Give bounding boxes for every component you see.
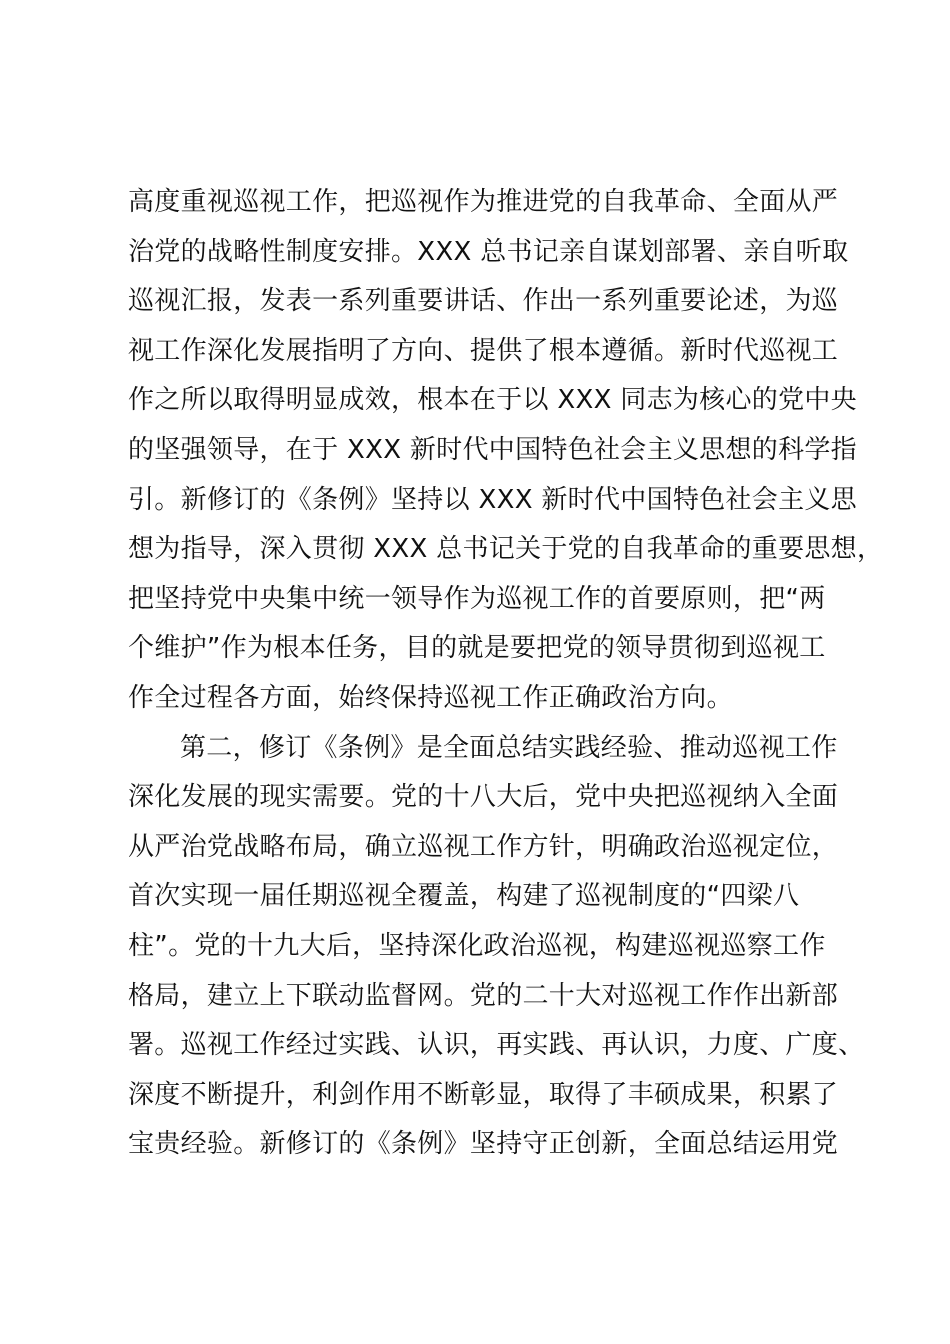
text-line: 第二，修订《条例》是全面总结实践经验、推动巡视工作: [180, 732, 838, 763]
paragraph-2: [128, 724, 865, 1170]
text-line: 高度重视巡视工作，把巡视作为推进党的自我革命、全面从严: [128, 187, 839, 217]
text-line: 巡视汇报，发表一系列重要讲话、作出一系列重要论述，为巡: [128, 286, 839, 317]
text-line: 格局，建立上下联动监督网。党的二十大对巡视工作作出新部: [128, 980, 839, 1011]
text-line: 从严治党战略布局，确立巡视工作方针，明确政治巡视定位，: [128, 831, 839, 862]
text-line: 引。新修订的《条例》坚持以 XXX 新时代中国特色社会主义思: [128, 484, 857, 515]
text-line: 宝贵经验。新修订的《条例》坚持守正创新，全面总结运用党: [128, 1129, 839, 1160]
text-line: 想为指导，深入贯彻 XXX 总书记关于党的自我革命的重要思想，: [128, 534, 884, 565]
text-line: 视工作深化发展指明了方向、提供了根本遵循。新时代巡视工: [128, 335, 839, 366]
body-text: [128, 178, 884, 1170]
text-line: 署。巡视工作经过实践、认识，再实践、再认识，力度、广度、: [128, 1030, 865, 1061]
text-line: 治党的战略性制度安排。XXX 总书记亲自谋划部署、亲自听取: [128, 236, 849, 267]
text-line: 深化发展的现实需要。党的十八大后，党中央把巡视纳入全面: [128, 782, 839, 813]
text-line: 首次实现一届任期巡视全覆盖，构建了巡视制度的“四梁八: [128, 881, 800, 912]
text-line: 的坚强领导，在于 XXX 新时代中国特色社会主义思想的科学指: [128, 434, 857, 465]
paragraph-1: [128, 178, 884, 724]
text-line: 个维护”作为根本任务，目的就是要把党的领导贯彻到巡视工: [128, 633, 826, 664]
text-line: 作之所以取得明显成效，根本在于以 XXX 同志为核心的党中央: [128, 385, 857, 416]
text-line: 把坚持党中央集中统一领导作为巡视工作的首要原则，把“两: [128, 583, 826, 614]
text-line: 作全过程各方面，始终保持巡视工作正确政治方向。: [128, 682, 733, 713]
text-line: 深度不断提升，利剑作用不断彰显，取得了丰硕成果，积累了: [128, 1079, 839, 1110]
text-line: 柱”。党的十九大后，坚持深化政治巡视，构建巡视巡察工作: [128, 930, 826, 961]
